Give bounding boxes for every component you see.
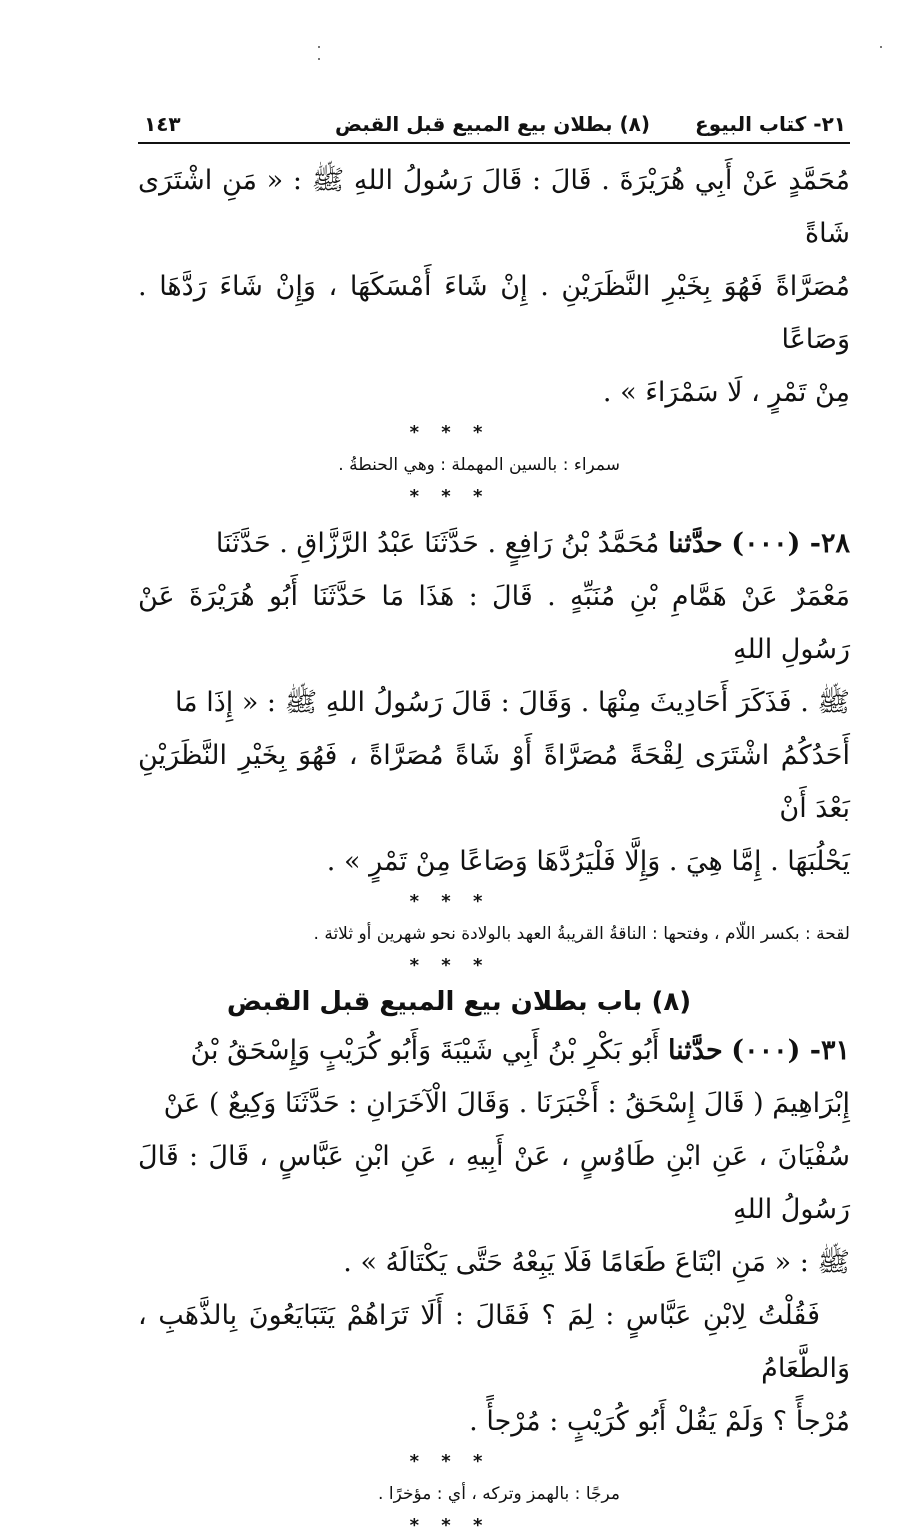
- hadith-paragraph-31: [138, 1024, 850, 1289]
- chapter-heading: (٨) باب بطلان بيع المبيع قبل القبض: [226, 987, 692, 1017]
- scan-speck: [880, 46, 882, 48]
- scan-speck: [318, 46, 320, 48]
- text-line: [138, 517, 850, 570]
- header-chapter-title: (٨) بطلان بيع المبيع قبل القبض: [335, 112, 650, 136]
- text-line: مُحَمَّدٍ عَنْ أَبِي هُرَيْرَةَ . قَالَ : قَالَ رَسُولُ اللهِ ﷺ : « مَنِ اشْتَرَى شَاةً: [138, 165, 850, 249]
- text-span: أَبُو بَكْرِ بْنُ أَبِي شَيْبَةَ وَأَبُو كُرَيْبٍ وَإِسْحَقُ بْنُ: [190, 1035, 660, 1066]
- text-line: يَحْلُبَهَا . إِمَّا هِيَ . وَإِلَّا فَلْيَرُدَّهَا وَصَاعًا مِنْ تَمْرٍ » .: [326, 846, 850, 877]
- section-separator: * * *: [409, 1515, 491, 1536]
- text-line: مُرْجأً ؟ وَلَمْ يَقُلْ أَبُو كُرَيْبٍ : مُرْجأً .: [469, 1406, 850, 1437]
- text-line: مَعْمَرٌ عَنْ هَمَّامِ بْنِ مُنَبِّهٍ . قَالَ : هَذَا مَا حَدَّثَنَا أَبُو هُرَيْرَةَ عَنْ رَسُولِ اللهِ: [138, 581, 850, 665]
- hadith-paragraph-28: [138, 517, 850, 888]
- scan-speck: [318, 58, 320, 60]
- hadith-lead: حدَّثنا: [667, 1035, 723, 1066]
- hadith-number: ٣١- (٠٠٠): [731, 1035, 850, 1066]
- footnote-liqha: لقحة : بكسر اللّام ، وفتحها : الناقةُ القريبةُ العهد بالولادة نحو شهرين أو ثلاثة .: [313, 924, 850, 944]
- text-line: [138, 1024, 850, 1077]
- commentary-paragraph: [138, 1289, 850, 1448]
- section-separator: * * *: [409, 955, 491, 976]
- footnote-murjaa: مرجًا : بالهمز وتركه ، أي : مؤخرًا .: [378, 1484, 620, 1504]
- text-line: مُصَرَّاةً فَهُوَ بِخَيْرِ النَّظَرَيْنِ . إِنْ شَاءَ أَمْسَكَهَا ، وَإِنْ شَاءَ رَدَّهَا . وَصَاعًا: [138, 271, 850, 355]
- text-line: ﷺ . فَذَكَرَ أَحَادِيثَ مِنْهَا . وَقَالَ : قَالَ رَسُولُ اللهِ ﷺ : « إِذَا مَا: [174, 687, 850, 718]
- text-line: فَقُلْتُ لِابْنِ عَبَّاسٍ : لِمَ ؟ فَقَالَ : أَلَا تَرَاهُمْ يَتَبَايَعُونَ بِالذَّهَبِ ، وَالطَّعَامُ: [138, 1300, 850, 1384]
- hadith-paragraph-1: [138, 154, 850, 419]
- page-number: ١٤٣: [144, 112, 181, 136]
- book-page: [138, 108, 850, 1540]
- header-book-title: ٢١- كتاب البيوع: [695, 112, 846, 136]
- text-line: أَحَدُكُمُ اشْتَرَى لِقْحَةً مُصَرَّاةً أَوْ شَاةً مُصَرَّاةً ، فَهُوَ بِخَيْرِ النَّظَرَيْنِ بَعْدَ أَنْ: [138, 740, 850, 824]
- text-line: مِنْ تَمْرٍ ، لَا سَمْرَاءَ » .: [602, 377, 850, 408]
- section-separator: * * *: [409, 1451, 491, 1472]
- section-separator: * * *: [409, 486, 491, 507]
- hadith-lead: حدَّثنا: [667, 528, 723, 559]
- hadith-number: ٢٨- (٠٠٠): [731, 528, 850, 559]
- section-separator: * * *: [409, 422, 491, 443]
- text-span: مُحَمَّدُ بْنُ رَافِعٍ . حَدَّثَنَا عَبْدُ الرَّزَّاقِ . حَدَّثَنَا: [215, 528, 660, 559]
- footnote-samra: سمراء : بالسين المهملة : وهي الحنطةُ .: [338, 455, 620, 475]
- text-line: ﷺ : « مَنِ ابْتَاعَ طَعَامًا فَلَا يَبِعْهُ حَتَّى يَكْتَالَهُ » .: [343, 1247, 850, 1278]
- running-header: [138, 108, 850, 144]
- text-line: سُفْيَانَ ، عَنِ ابْنِ طَاوُسٍ ، عَنْ أَبِيهِ ، عَنِ ابْنِ عَبَّاسٍ ، قَالَ : قَالَ رَسُولُ اللهِ: [138, 1141, 850, 1225]
- section-separator: * * *: [409, 891, 491, 912]
- text-line: إِبْرَاهِيمَ ( قَالَ إِسْحَقُ : أَخْبَرَنَا . وَقَالَ الْآخَرَانِ : حَدَّثَنَا وَكِيعٌ ) عَنْ: [163, 1088, 850, 1119]
